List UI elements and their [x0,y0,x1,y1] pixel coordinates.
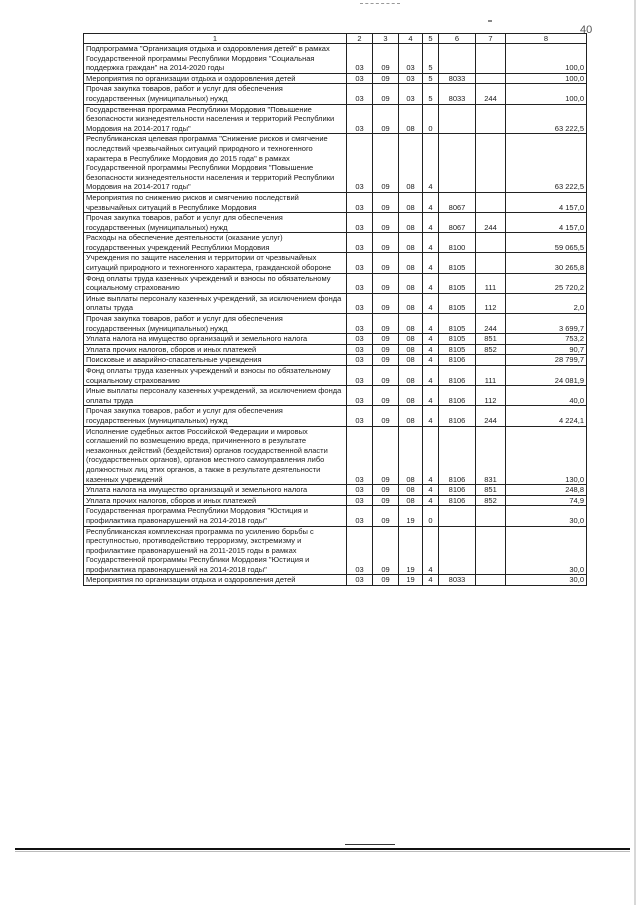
row-name-cell: Уплата прочих налогов, сборов и иных платежей [84,344,347,355]
code-cell [476,44,506,74]
code-cell [439,104,476,134]
code-cell: 8105 [439,334,476,345]
code-cell: 03 [347,213,373,233]
amount-cell: 4 157,0 [506,213,587,233]
code-cell: 08 [399,273,423,293]
table-row [84,526,587,575]
amount-cell: 30,0 [506,506,587,526]
table-row [84,355,587,366]
code-cell: 8106 [439,495,476,506]
amount-cell: 28 799,7 [506,355,587,366]
code-cell: 09 [373,134,399,193]
table-row [84,314,587,334]
code-cell: 03 [347,134,373,193]
amount-cell: 4 224,1 [506,406,587,426]
code-cell [439,506,476,526]
code-cell: 244 [476,406,506,426]
code-cell: 03 [347,104,373,134]
code-cell: 09 [373,426,399,485]
row-name-cell: Мероприятия по снижению рисков и смягчению последствий чрезвычайных ситуаций в Республике Мордовия [84,192,347,212]
amount-cell: 100,0 [506,73,587,84]
code-cell: 4 [423,575,439,586]
amount-cell: 30,0 [506,575,587,586]
code-cell: 5 [423,44,439,74]
code-cell: 111 [476,366,506,386]
row-name-cell: Подпрограмма "Организация отдыха и оздоровления детей" в рамках Государственной программы Республики Мордовия "Социальная поддержка граждан" на 2014-2020 годы [84,44,347,74]
table-row [84,73,587,84]
code-cell: 03 [347,366,373,386]
code-cell: 03 [347,426,373,485]
table-row [84,192,587,212]
code-cell: 851 [476,334,506,345]
code-cell: 8067 [439,192,476,212]
header-row [84,34,587,44]
code-cell: 8033 [439,575,476,586]
row-name-cell: Государственная программа Республики Мордовия "Юстиция и профилактика правонарушений на 2014-2018 годы" [84,506,347,526]
code-cell: 09 [373,213,399,233]
code-cell: 09 [373,485,399,496]
code-cell: 19 [399,526,423,575]
code-cell: 09 [373,495,399,506]
code-cell: 4 [423,293,439,313]
table-row [84,495,587,506]
code-cell: 111 [476,273,506,293]
code-cell: 08 [399,213,423,233]
code-cell: 03 [347,314,373,334]
code-cell [439,134,476,193]
code-cell [476,192,506,212]
code-cell: 03 [347,575,373,586]
code-cell: 03 [347,334,373,345]
code-cell: 112 [476,293,506,313]
code-cell: 09 [373,366,399,386]
code-cell: 8106 [439,406,476,426]
table-row [84,253,587,273]
code-cell: 03 [347,355,373,366]
code-cell: 03 [347,495,373,506]
code-cell [476,355,506,366]
table-row [84,406,587,426]
table-row [84,84,587,104]
row-name-cell: Уплата налога на имущество организаций и земельного налога [84,334,347,345]
code-cell: 4 [423,485,439,496]
code-cell: 4 [423,334,439,345]
column-header: 5 [423,34,439,44]
code-cell: 09 [373,344,399,355]
code-cell: 8106 [439,355,476,366]
row-name-cell: Фонд оплаты труда казенных учреждений и взносы по обязательному социальному страхованию [84,366,347,386]
page-bottom-shadow [15,851,630,852]
code-cell: 4 [423,406,439,426]
amount-cell: 63 222,5 [506,134,587,193]
row-name-cell: Иные выплаты персоналу казенных учреждений, за исключением фонда оплаты труда [84,293,347,313]
table-body [84,44,587,586]
page-number: 40 [580,24,593,36]
row-name-cell: Уплата налога на имущество организаций и земельного налога [84,485,347,496]
table-row [84,575,587,586]
code-cell [476,526,506,575]
code-cell: 8033 [439,73,476,84]
column-header: 1 [84,34,347,44]
code-cell: 8105 [439,273,476,293]
column-header: 7 [476,34,506,44]
amount-cell: 63 222,5 [506,104,587,134]
amount-cell: 40,0 [506,386,587,406]
code-cell: 4 [423,213,439,233]
amount-cell: 24 081,9 [506,366,587,386]
code-cell: 8105 [439,344,476,355]
code-cell: 03 [347,84,373,104]
code-cell [476,575,506,586]
code-cell: 08 [399,233,423,253]
code-cell: 09 [373,293,399,313]
code-cell: 08 [399,495,423,506]
code-cell: 4 [423,526,439,575]
table-row [84,293,587,313]
code-cell: 03 [347,485,373,496]
code-cell [439,44,476,74]
code-cell: 8105 [439,314,476,334]
code-cell: 03 [399,44,423,74]
code-cell [476,506,506,526]
code-cell: 4 [423,366,439,386]
row-name-cell: Республиканская целевая программа "Снижение рисков и смягчение последствий чрезвычайных ситуаций природного и техногенного характера в Республике Мордовия до 2015 года" в рамках Государственной программы Республики Мордовия "Повышение безопасности жизнедеятельности населения и территорий Республики Мордовия на 2014-2017 годы" [84,134,347,193]
table-row [84,233,587,253]
code-cell: 09 [373,192,399,212]
amount-cell: 4 157,0 [506,192,587,212]
column-header: 8 [506,34,587,44]
code-cell: 08 [399,366,423,386]
code-cell: 0 [423,104,439,134]
code-cell: 09 [373,406,399,426]
code-cell: 03 [347,406,373,426]
code-cell: 8106 [439,366,476,386]
table-row [84,334,587,345]
code-cell: 8067 [439,213,476,233]
code-cell: 08 [399,485,423,496]
code-cell: 851 [476,485,506,496]
amount-cell: 248,8 [506,485,587,496]
row-name-cell: Учреждения по защите населения и территории от чрезвычайных ситуаций природного и техногенного характера, гражданской обороне [84,253,347,273]
code-cell: 4 [423,192,439,212]
code-cell: 09 [373,84,399,104]
scan-dot [488,20,492,22]
row-name-cell: Расходы на обеспечение деятельности (оказание услуг) государственных учреждений Республики Мордовия [84,233,347,253]
code-cell: 831 [476,426,506,485]
code-cell: 08 [399,134,423,193]
code-cell: 08 [399,293,423,313]
code-cell: 09 [373,73,399,84]
code-cell: 09 [373,526,399,575]
column-header: 6 [439,34,476,44]
table-row [84,426,587,485]
amount-cell: 100,0 [506,84,587,104]
code-cell: 08 [399,314,423,334]
row-name-cell: Государственная программа Республики Мордовия "Повышение безопасности жизнедеятельности населения и территорий Республики Мордовия на 2014-2017 годы" [84,104,347,134]
code-cell: 08 [399,344,423,355]
code-cell: 5 [423,84,439,104]
code-cell: 4 [423,233,439,253]
code-cell [476,233,506,253]
code-cell: 852 [476,344,506,355]
code-cell: 08 [399,192,423,212]
amount-cell: 30,0 [506,526,587,575]
code-cell: 244 [476,213,506,233]
row-name-cell: Прочая закупка товаров, работ и услуг для обеспечения государственных (муниципальных) нужд [84,406,347,426]
code-cell: 03 [399,84,423,104]
code-cell: 4 [423,273,439,293]
code-cell: 4 [423,344,439,355]
row-name-cell: Прочая закупка товаров, работ и услуг для обеспечения государственных (муниципальных) нужд [84,314,347,334]
code-cell: 8105 [439,293,476,313]
code-cell: 244 [476,84,506,104]
code-cell: 03 [347,192,373,212]
table-row [84,485,587,496]
code-cell: 4 [423,134,439,193]
page-bottom-line [15,848,630,850]
code-cell: 03 [347,506,373,526]
amount-cell: 74,9 [506,495,587,506]
code-cell: 08 [399,334,423,345]
amount-cell: 25 720,2 [506,273,587,293]
code-cell: 03 [347,44,373,74]
amount-cell: 100,0 [506,44,587,74]
amount-cell: 59 065,5 [506,233,587,253]
code-cell: 4 [423,355,439,366]
code-cell: 03 [347,73,373,84]
code-cell: 09 [373,273,399,293]
table-row [84,213,587,233]
table-row [84,44,587,74]
code-cell: 09 [373,104,399,134]
table-row [84,134,587,193]
code-cell: 8106 [439,485,476,496]
code-cell: 8033 [439,84,476,104]
scan-edge-shadow [634,0,636,905]
table-row [84,104,587,134]
scan-mark [345,844,395,845]
row-name-cell: Уплата прочих налогов, сборов и иных платежей [84,495,347,506]
code-cell: 8105 [439,253,476,273]
code-cell [476,104,506,134]
amount-cell: 3 699,7 [506,314,587,334]
row-name-cell: Мероприятия по организации отдыха и оздоровления детей [84,575,347,586]
code-cell: 08 [399,104,423,134]
code-cell: 09 [373,253,399,273]
code-cell: 08 [399,406,423,426]
code-cell [439,526,476,575]
row-name-cell: Иные выплаты персоналу казенных учреждений, за исключением фонда оплаты труда [84,386,347,406]
row-name-cell: Фонд оплаты труда казенных учреждений и взносы по обязательному социальному страхованию [84,273,347,293]
code-cell: 09 [373,233,399,253]
code-cell: 08 [399,426,423,485]
amount-cell: 130,0 [506,426,587,485]
code-cell: 8106 [439,426,476,485]
amount-cell: 30 265,8 [506,253,587,273]
table-row [84,273,587,293]
code-cell [476,134,506,193]
code-cell: 244 [476,314,506,334]
code-cell: 5 [423,73,439,84]
table-row [84,506,587,526]
code-cell: 0 [423,506,439,526]
code-cell: 08 [399,386,423,406]
amount-cell: 2,0 [506,293,587,313]
column-header: 4 [399,34,423,44]
code-cell: 03 [347,344,373,355]
scan-mark [360,3,400,5]
code-cell: 4 [423,314,439,334]
code-cell: 19 [399,575,423,586]
table-row [84,386,587,406]
row-name-cell: Поисковые и аварийно-спасательные учреждения [84,355,347,366]
code-cell: 09 [373,44,399,74]
code-cell: 09 [373,355,399,366]
code-cell: 112 [476,386,506,406]
code-cell: 03 [347,233,373,253]
row-name-cell: Прочая закупка товаров, работ и услуг для обеспечения государственных (муниципальных) нужд [84,84,347,104]
code-cell: 03 [347,273,373,293]
code-cell: 8100 [439,233,476,253]
code-cell: 4 [423,253,439,273]
code-cell [476,253,506,273]
amount-cell: 753,2 [506,334,587,345]
code-cell: 03 [347,293,373,313]
column-header: 2 [347,34,373,44]
code-cell: 4 [423,386,439,406]
code-cell: 08 [399,355,423,366]
code-cell [476,73,506,84]
code-cell: 03 [347,526,373,575]
code-cell: 09 [373,334,399,345]
code-cell: 08 [399,253,423,273]
code-cell: 4 [423,426,439,485]
code-cell: 03 [347,253,373,273]
row-name-cell: Республиканская комплексная программа по усилению борьбы с преступностью, противодействию терроризму, экстремизму и профилактике правонарушений на 2011-2015 годы в рамках Государственной программы Республики Мордовия "Юстиция и профилактика правонарушений на 2014-2018 годы" [84,526,347,575]
code-cell: 19 [399,506,423,526]
table-row [84,344,587,355]
amount-cell: 90,7 [506,344,587,355]
code-cell: 09 [373,386,399,406]
code-cell: 03 [347,386,373,406]
code-cell: 09 [373,506,399,526]
code-cell: 09 [373,575,399,586]
code-cell: 4 [423,495,439,506]
row-name-cell: Мероприятия по организации отдыха и оздоровления детей [84,73,347,84]
budget-table [83,33,587,586]
code-cell: 09 [373,314,399,334]
code-cell: 8106 [439,386,476,406]
row-name-cell: Исполнение судебных актов Российской Федерации и мировых соглашений по возмещению вреда, причиненного в результате незаконных действий (бездействия) органов государственной власти (государственных органов), органов местного самоуправления либо должностных лиц этих органов, а также в результате деятельности казенных учреждений [84,426,347,485]
table-row [84,366,587,386]
code-cell: 03 [399,73,423,84]
row-name-cell: Прочая закупка товаров, работ и услуг для обеспечения государственных (муниципальных) нужд [84,213,347,233]
column-header: 3 [373,34,399,44]
code-cell: 852 [476,495,506,506]
